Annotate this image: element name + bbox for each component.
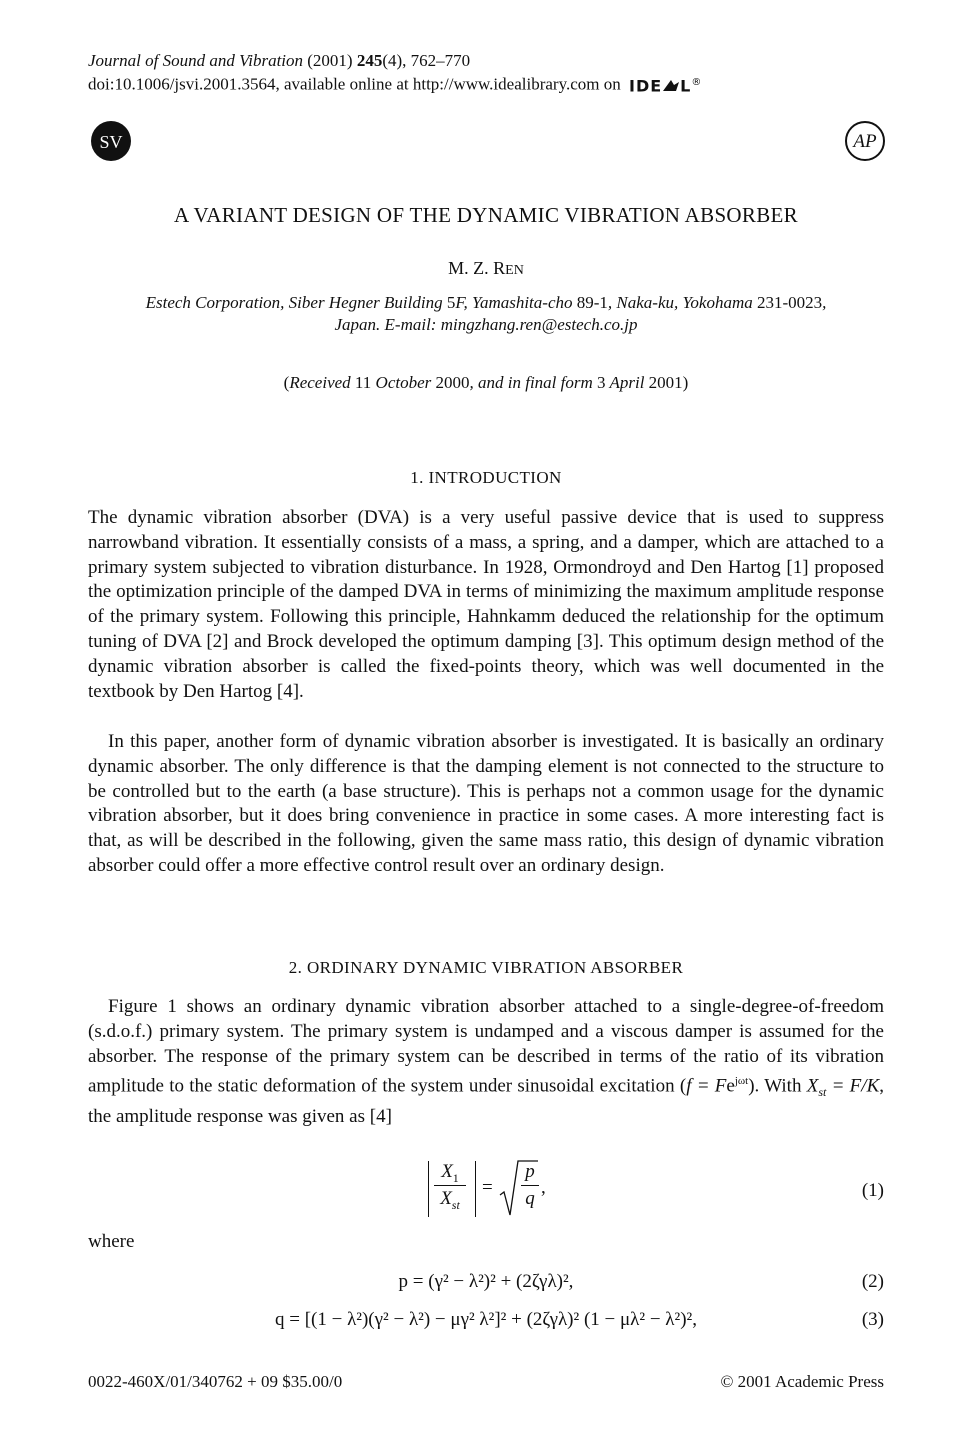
journal-name: Journal of Sound and Vibration [88,51,304,70]
footer-article-code: 0022-460X/01/340762 + 09 $35.00/0 [88,1372,343,1391]
excitation-exponential: e [726,1075,735,1097]
affiliation-floor-number: 5 [446,293,456,312]
doi-line [88,72,702,97]
final-year: 2001 [648,373,683,392]
affiliation-street-number: 89-1 [576,293,608,312]
received-label: Received [289,373,355,392]
amplitude-ratio-fraction [434,1161,466,1214]
final-day: 3 [597,373,606,392]
journal-volume: 245 [356,51,383,70]
received-close-paren: ) [682,373,689,392]
registered-mark: ® [691,77,703,88]
intro-paragraph-2: In this paper, another form of dynamic vibration absorber is investigated. It is basically an ordinary dynamic absorber. The only difference is that the damping element is not connected to the structure to be controlled but to the earth (a base structure). This is perhaps not a common usage for the dynamic vibration absorber, but it does bring convenience in practice in some cases. A more interesting fact is that, as will be described in the following, given the same mass ratio, this design of dynamic vibration absorber could offer a more effective control result over an ordinary design. [88,731,884,876]
affiliation-line-1 [88,292,884,314]
static-deformation-symbol: X [806,1075,819,1097]
sv-logo-text: SV [99,132,123,152]
numerator-x: X [441,1161,453,1182]
section-2-text-b: ). With [748,1075,807,1097]
journal-issue-pages: (4), 762–770 [382,51,471,70]
ratio-numerator [434,1161,466,1186]
affiliation-postcode: 231-0023 [756,293,823,312]
final-month: April [605,373,649,392]
doi-text: doi:10.1006/jsvi.2001.3564, available online at http://www.idealibrary.com on [88,74,621,94]
final-form-label: , and in final form [469,373,598,392]
ideal-logo-text-end: L [680,76,692,96]
sv-publisher-logo [91,121,131,161]
journal-year: (2001) [307,51,353,70]
author-name [88,258,884,279]
denominator-x: X [440,1188,452,1209]
equation-1-comma: , [541,1177,546,1198]
paper-page [88,0,884,1442]
received-year: 2000 [435,373,470,392]
received-dates [88,373,884,393]
author-surname-smallcaps: EN [505,263,524,278]
section-1-heading: 1. INTRODUCTION [410,468,562,487]
denominator-subscript: st [451,1197,460,1212]
equation-2: p = (γ² − λ²)² + (2ζγλ)², [398,1271,574,1292]
excitation-formula: f = F [686,1075,727,1097]
where-text: where [88,1231,135,1252]
author-initials: M. Z. R [448,258,506,278]
equation-2-number: (2) [861,1271,884,1292]
fraction-q: q [525,1188,535,1209]
equation-3: q = [(1 − λ²)(γ² − λ²) − μγ² λ²]² + (2ζγλ)² (1 − μλ² − λ²)², [274,1309,697,1330]
paper-title: A VARIANT DESIGN OF THE DYNAMIC VIBRATION ABSORBER [174,203,798,227]
received-open-paren: ( [283,373,290,392]
intro-paragraph-1: The dynamic vibration absorber (DVA) is a very useful passive device that is used to suppress narrowband vibration. It essentially consists of a mass, a spring, and a damper, which are attached to a primary system subjected to vibration disturbance. In 1928, Ormondroyd and Den Hartog [1] proposed the optimization principle of the damped DVA in terms of minimizing the maximum amplitude response of the primary system. Following this principle, Hahnkamm deduced the relationship for the optimum tuning of DVA [2] and Brock developed the optimum damping [3]. This optimum design method of the dynamic vibration absorber is called the fixed-points theory, which was well documented in the textbook by Den Hartog [4]. [88,507,884,702]
journal-header [88,50,702,97]
static-deformation-formula: = F/K [826,1075,880,1097]
received-day: 11 [354,373,372,392]
ideal-logo [629,72,702,97]
received-month: October [371,373,436,392]
equation-1-number: (1) [861,1180,884,1201]
fraction-p: p [521,1161,539,1186]
ideal-logo-icon [662,78,680,92]
ap-publisher-logo [845,121,885,161]
affiliation-comma: , [822,293,827,312]
section-2-heading: 2. ORDINARY DYNAMIC VIBRATION ABSORBER [288,958,684,977]
citation-line [88,50,702,72]
affiliation-city: , Naka-ku, Yokohama [607,293,757,312]
affiliation-company: Estech Corporation, Siber Hegner Building [145,293,447,312]
static-deformation-subscript: st [818,1085,827,1100]
ideal-logo-text: IDE [628,76,663,96]
equation-3-number: (3) [861,1309,884,1330]
ap-logo-text: AP [853,131,877,152]
affiliation-street: F, Yamashita-cho [455,293,577,312]
p-over-q-fraction [521,1161,539,1214]
affiliation [88,292,884,336]
equals-sign: = [482,1177,493,1198]
section-2-paragraph [88,995,884,1130]
equation-1 [428,1159,558,1223]
excitation-exponent: jωt [734,1075,749,1088]
affiliation-line-2: Japan. E-mail: mingzhang.ren@estech.co.jp [334,315,638,334]
numerator-subscript: 1 [452,1170,459,1185]
footer-copyright: © 2001 Academic Press [720,1372,884,1391]
ratio-denominator [434,1186,466,1214]
section-2-text-c: , the amplitude response was given as [4] [88,1075,884,1128]
section-2-text-a: Figure 1 shows an ordinary dynamic vibration absorber attached to a single-degree-of-freedom (s.d.o.f.) primary system. The primary system is undamped and a viscous damper is assumed for the absorber. The response of the primary system can be described in terms of the ratio of its vibration amplitude to the static deformation of the system under sinusoidal excitation ( [88,996,884,1097]
